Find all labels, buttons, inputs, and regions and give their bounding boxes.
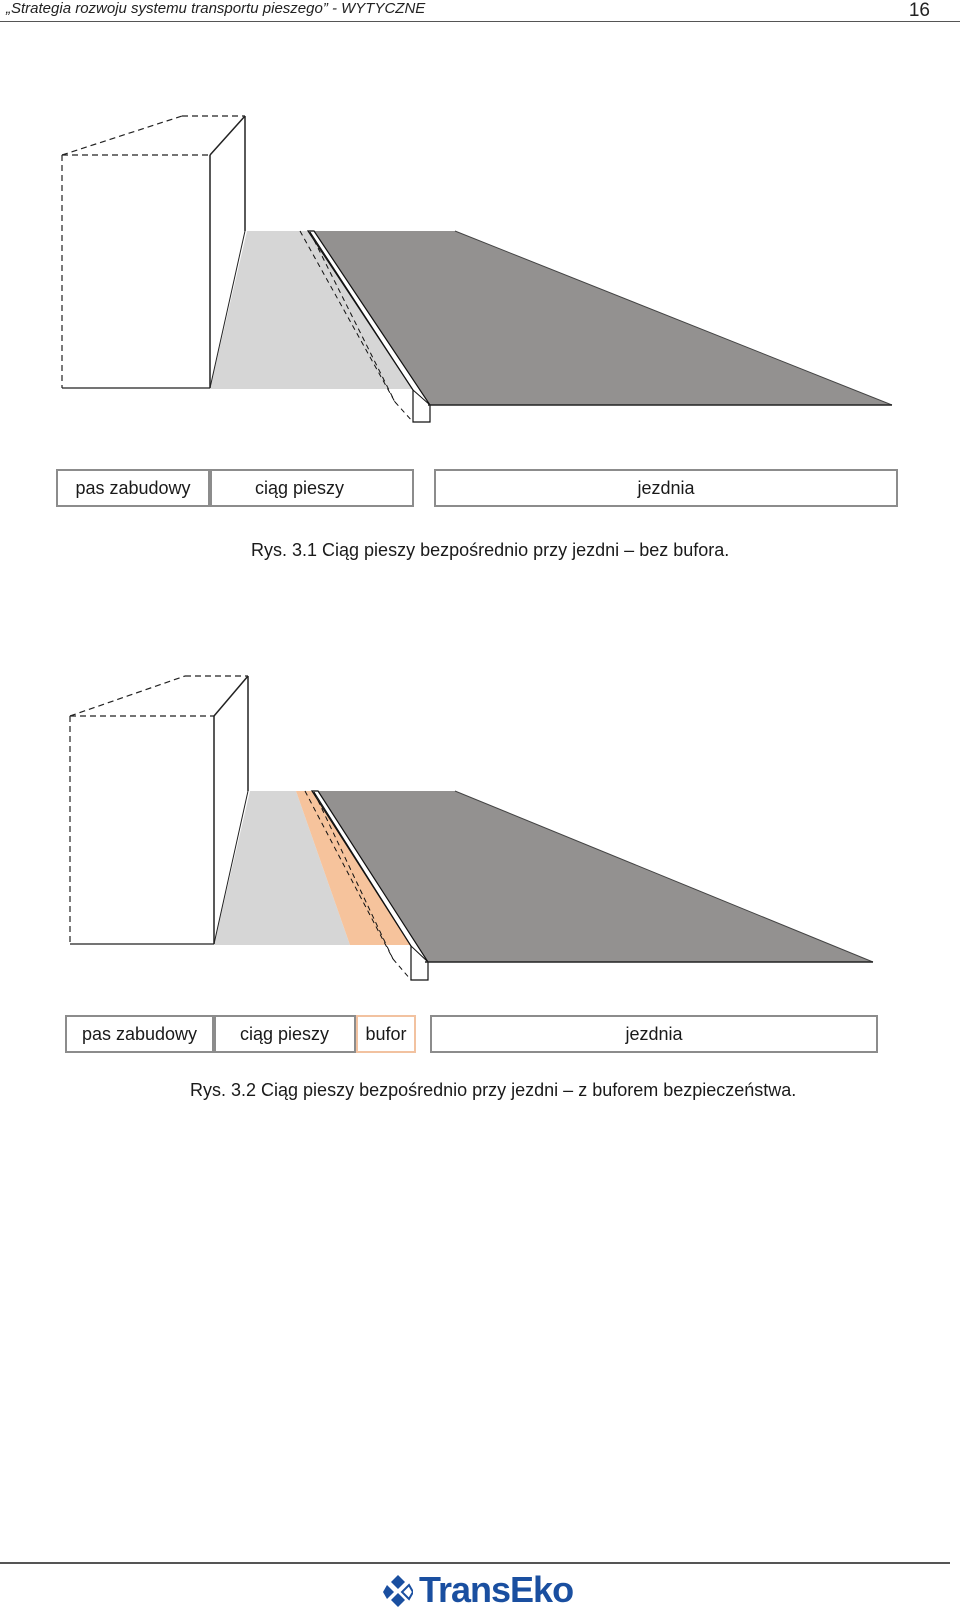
transeko-logo-text: TransEko (419, 1569, 574, 1610)
figure-3-1 (0, 100, 960, 440)
figure-3-1-caption: Rys. 3.1 Ciąg pieszy bezpośrednio przy jezdni – bez bufora. (251, 540, 730, 560)
label-walkway (214, 1015, 356, 1053)
transeko-logo (383, 1570, 573, 1610)
label-roadway (434, 469, 898, 507)
footer-divider (0, 1562, 950, 1564)
label-building-zone-text: pas zabudowy (75, 477, 191, 498)
label-buffer (356, 1015, 416, 1053)
figure-3-2-illustration (0, 655, 960, 990)
label-building-zone (56, 469, 210, 507)
building-front (70, 716, 214, 944)
figure-3-2 (0, 655, 960, 990)
header-title: „Strategia rozwoju systemu transportu pieszego” - WYTYCZNE (6, 0, 426, 17)
page-number: 16 (908, 0, 930, 21)
label-walkway-text: ciąg pieszy (240, 1024, 330, 1044)
label-building-zone-text: pas zabudowy (81, 1023, 198, 1044)
label-roadway-text: jezdnia (637, 477, 695, 498)
label-walkway (210, 469, 414, 507)
label-buffer-text: bufor (365, 1023, 407, 1044)
header-divider (0, 21, 960, 22)
figure-3-1-illustration (0, 100, 960, 440)
label-building-zone (65, 1015, 214, 1053)
label-walkway-text: ciąg pieszy (255, 478, 345, 498)
label-roadway (430, 1015, 878, 1053)
label-roadway-text: jezdnia (625, 1023, 683, 1044)
building-front (62, 155, 210, 388)
figure-3-2-caption: Rys. 3.2 Ciąg pieszy bezpośrednio przy jezdni – z buforem bezpieczeństwa. (190, 1080, 797, 1100)
transeko-logo-icon (383, 1573, 413, 1607)
